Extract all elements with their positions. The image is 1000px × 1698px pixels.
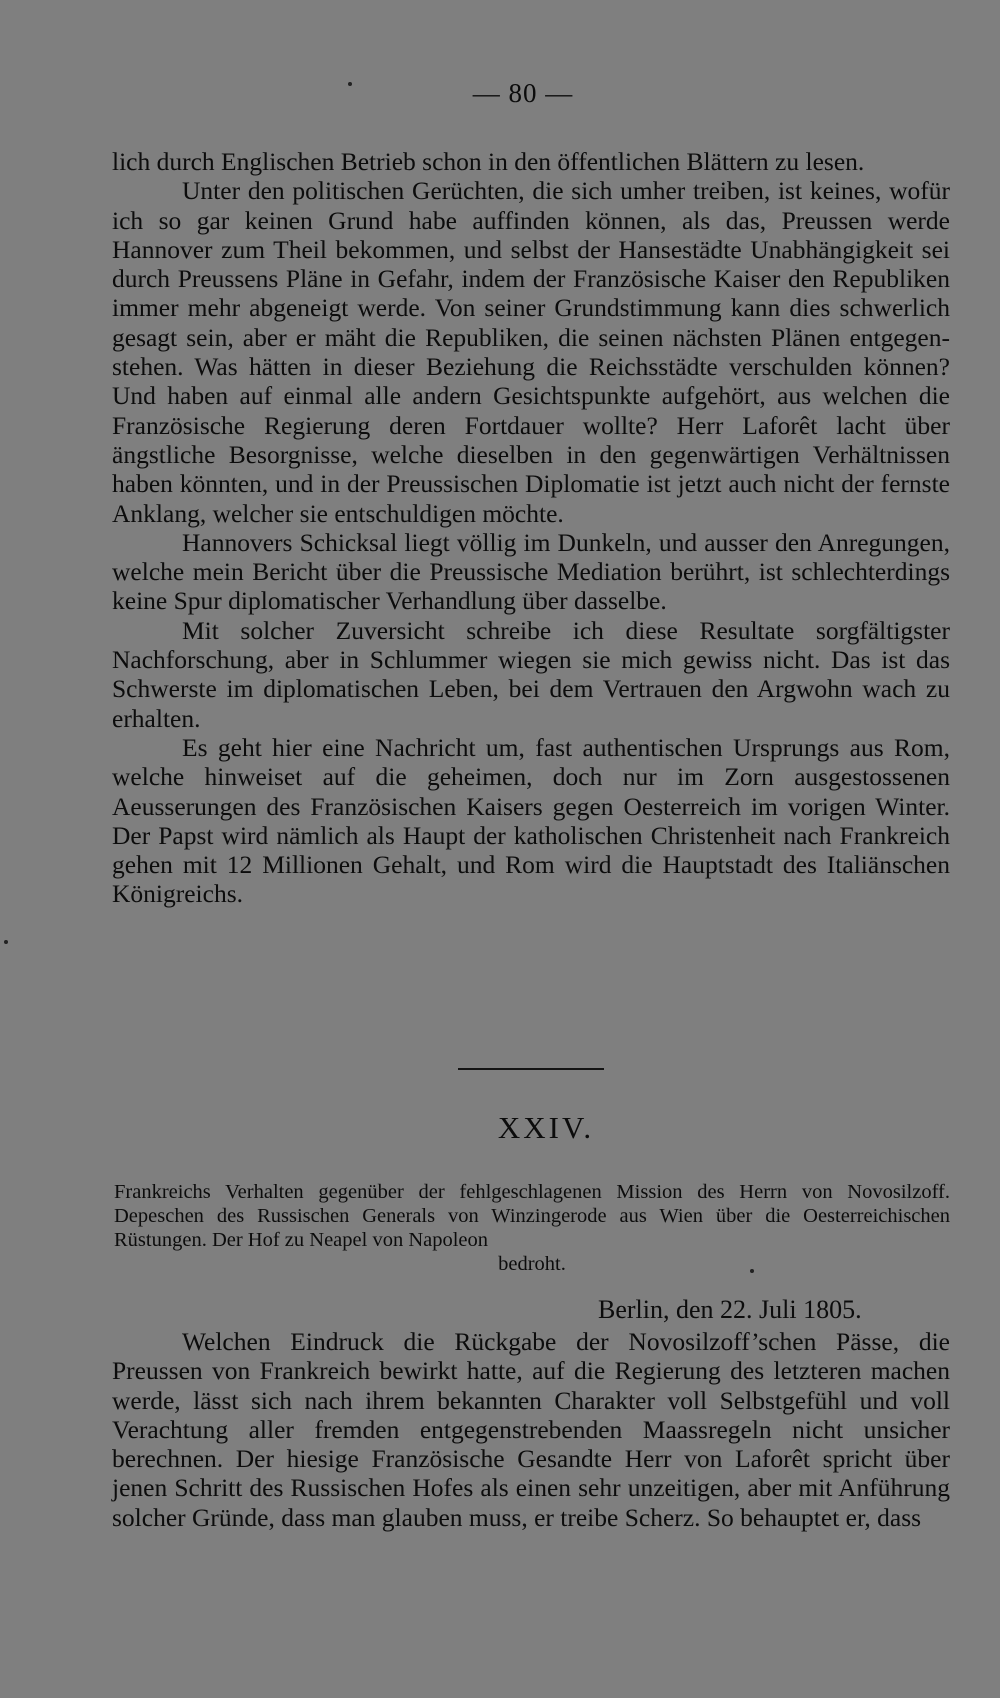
chapter-summary-last-line: bedroht. xyxy=(498,1253,566,1275)
paragraph: Unter den politischen Gerüchten, die sich umher treiben, ist keines, wofür ich so gar keinen Grund habe auffinden können, als das, Preussen werde Hannover zum Theil bekommen, und selbst der Hansestädte Unabhängigkeit sei durch Preussens Pläne in Gefahr, indem der Französische Kaiser den Republiken immer mehr abgeneigt werde. Von seiner Grundstimmung kann dies schwerlich gesagt sein, aber er mäht die Republiken, die seinen nächsten Plänen entgegenstehen. Was hätten in dieser Beziehung die Reichsstädte verschulden können? Und haben auf einmal alle andern Gesichtspunkte aufgehört, aus welchen die Französische Regierung deren Fortdauer wollte? Herr Laforêt lacht über ängstliche Besorgnisse, welche dieselben in den gegenwärtigen Verhältnissen haben könnten, und in der Preussischen Diplomatie ist jetzt auch nicht der fernste Anklang, welcher sie entschuldigen möchte. xyxy=(112,176,950,528)
scan-speck xyxy=(348,82,352,86)
section-divider xyxy=(458,1068,604,1070)
page-number: — 80 — xyxy=(472,78,574,108)
paragraph: Welchen Eindruck die Rückgabe der Novosilzoff’schen Pässe, die Preussen von Frankreich bewirkt hatte, auf die Regierung des letzteren machen werde, lässt sich nach ihrem bekannten Charakter voll Selbstgefühl und voll Verachtung aller fremden entgegenstrebenden Maassregeln nicht unsicher berechnen. Der hiesige Französische Gesandte Herr von Laforêt spricht über jenen Schritt des Russischen Hofes als einen sehr unzeitigen, aber mit Anführung solcher Gründe, dass man glauben muss, er treibe Scherz. So behauptet er, dass xyxy=(112,1327,950,1532)
paragraph: Es geht hier eine Nachricht um, fast authentischen Ursprungs aus Rom, welche hinweiset auf die geheimen, doch nur im Zorn ausgestossenen Aeusserungen des Französischen Kaisers gegen Oesterreich im vorigen Winter. Der Papst wird nämlich als Haupt der katholischen Christenheit nach Frankreich gehen mit 12 Millionen Gehalt, und Rom wird die Hauptstadt des Italiänschen Königreichs. xyxy=(112,732,950,909)
chapter-summary-text: Frankreichs Verhalten gegenüber der fehlgeschlagenen Mission des Herrn von Novosilzoff. Depeschen des Russischen Generals von Winzingerode aus Wien über die Oesterreichischen Rüstungen. Der Hof zu Neapel von Napoleon xyxy=(114,1181,950,1251)
letter-dateline: Berlin, den 22. Juli 1805. xyxy=(598,1295,862,1324)
scan-speck xyxy=(750,1269,754,1273)
chapter-heading: XXIV. xyxy=(497,1110,595,1145)
paragraph: lich durch Englischen Betrieb schon in den öffentlichen Blättern zu lesen. xyxy=(112,147,865,176)
text-block-before-chapter xyxy=(112,147,950,909)
scan-speck xyxy=(4,940,8,944)
paragraph: Hannovers Schicksal liegt völlig im Dunkeln, und ausser den Anregungen, welche mein Bericht über die Preussische Mediation berührt, ist schlechterdings keine Spur diplomatischer Verhandlung über dasselbe. xyxy=(112,527,950,616)
chapter-summary xyxy=(114,1180,950,1276)
paragraph: Mit solcher Zuversicht schreibe ich diese Resultate sorgfältigster Nachforschung, aber in Schlummer wiegen sie mich gewiss nicht. Das ist das Schwerste im diplomatischen Leben, bei dem Vertrauen den Argwohn wach zu erhalten. xyxy=(112,615,950,733)
text-block-chapter xyxy=(112,1327,950,1532)
